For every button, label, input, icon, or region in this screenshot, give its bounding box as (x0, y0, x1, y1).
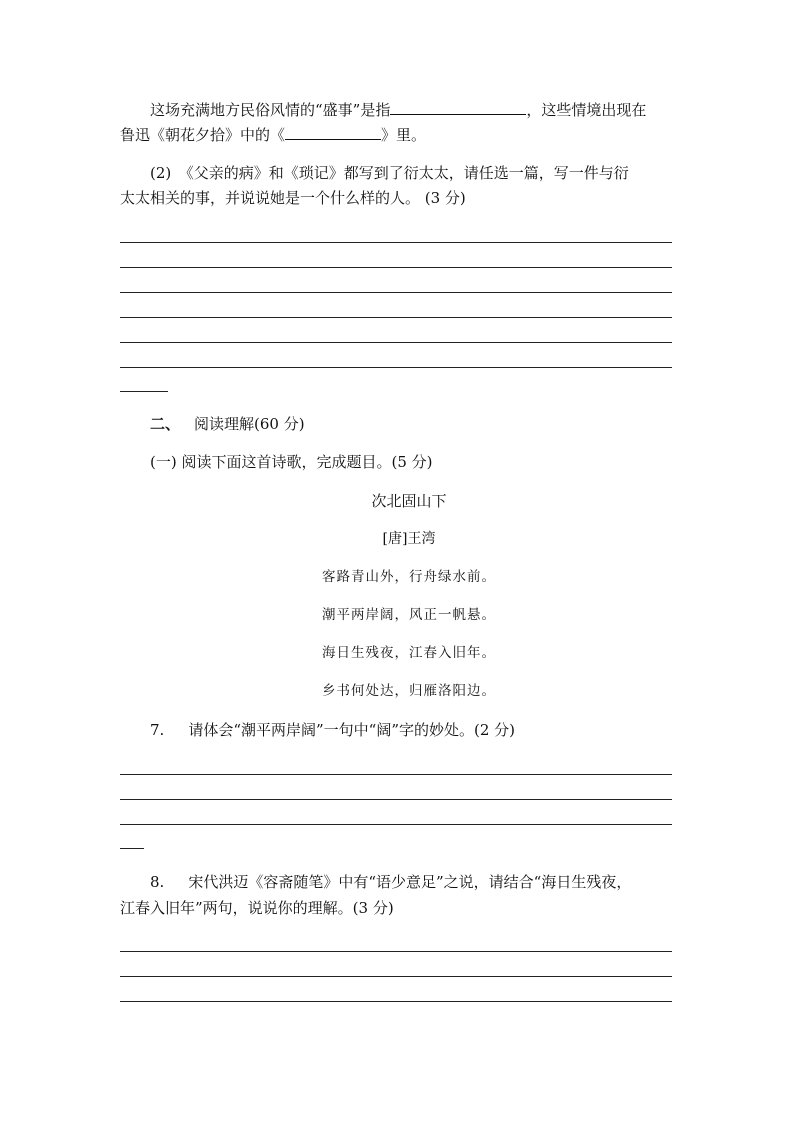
section-heading (150, 414, 672, 434)
question-text: 请体会“潮平两岸阔”一句中“阔”字的妙处。(2 分) (188, 721, 516, 739)
answer-line-end[interactable] (120, 391, 168, 392)
question-number: 8. (150, 873, 165, 891)
question-7 (150, 720, 672, 740)
question-8-line-1 (150, 872, 672, 892)
answer-blank-2[interactable] (285, 124, 381, 140)
q6-1-line-1 (150, 99, 672, 120)
answer-line[interactable] (120, 774, 672, 775)
answer-line[interactable] (120, 292, 672, 293)
poem-line: 客路青山外，行舟绿水前。 (322, 569, 496, 585)
poem-line: 海日生残夜，江春入旧年。 (322, 645, 496, 661)
answer-line[interactable] (120, 951, 672, 952)
q6-1-line-1-prefix: 这场充满地方民俗风情的“盛事”是指 (150, 101, 391, 119)
poem-title: 次北固山下 (371, 492, 447, 510)
q6-2-line-1: (2) 《父亲的病》和《琐记》都写到了衍太太，请任选一篇，写一件与衍 (150, 164, 629, 182)
answer-line[interactable] (120, 242, 672, 243)
poem-line: 潮平两岸阔，风正一帆悬。 (322, 607, 496, 623)
poem-author: [唐]王湾 (382, 531, 436, 547)
answer-line[interactable] (120, 799, 672, 800)
answer-line[interactable] (120, 824, 672, 825)
q6-1-line-2-suffix: 》里。 (381, 126, 427, 144)
answer-line-end[interactable] (120, 848, 144, 849)
question-8-line-2: 江春入旧年”两句，说说你的理解。(3 分) (120, 899, 394, 917)
q6-1-line-2 (120, 124, 672, 145)
answer-line[interactable] (120, 317, 672, 318)
section-number: 二、 (150, 415, 181, 433)
poem-line: 乡书何处达，归雁洛阳边。 (322, 683, 496, 699)
answer-line[interactable] (120, 976, 672, 977)
question-text: 宋代洪迈《容斋随笔》中有“语少意足”之说，请结合“海日生残夜， (188, 873, 632, 891)
answer-line[interactable] (120, 367, 672, 368)
answer-blank-1[interactable] (390, 99, 526, 115)
q6-1-line-2-prefix: 鲁迅《朝花夕拾》中的《 (120, 126, 286, 144)
answer-line[interactable] (120, 1001, 672, 1002)
part-heading: (一) 阅读下面这首诗歌，完成题目。(5 分) (150, 453, 433, 471)
answer-line[interactable] (120, 267, 672, 268)
section-title: 阅读理解(60 分) (194, 415, 305, 433)
answer-line[interactable] (120, 342, 672, 343)
question-number: 7. (150, 721, 165, 739)
q6-2-line-2: 太太相关的事，并说说她是一个什么样的人。 (3 分) (120, 189, 466, 207)
q6-1-line-1-suffix: ，这些情境出现在 (526, 101, 647, 119)
